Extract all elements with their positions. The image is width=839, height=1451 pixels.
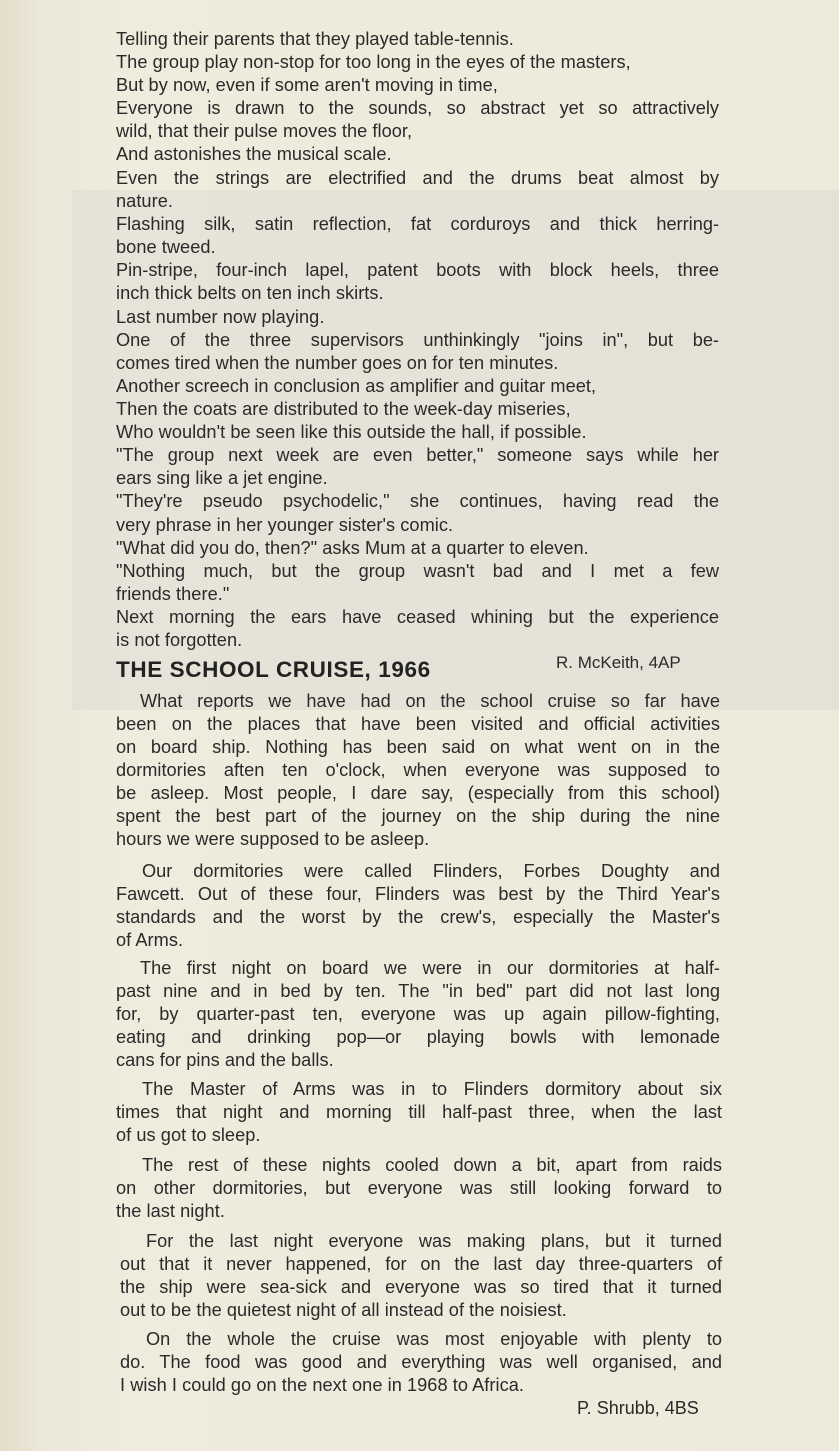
article-line: Our dormitories were called Flinders, Forbes Doughty and xyxy=(142,861,720,881)
article-line: of us got to sleep. xyxy=(116,1125,261,1145)
article-line: on board ship. Nothing has been said on what went on in the xyxy=(116,737,720,757)
poem-line: bone tweed. xyxy=(116,237,216,257)
article-line: For the last night everyone was making plans, but it turned xyxy=(146,1231,722,1251)
poem-line: "They're pseudo psychodelic," she continues, having read the xyxy=(116,491,719,511)
poem-line: Another screech in conclusion as amplifier and guitar meet, xyxy=(116,376,597,396)
poem-line: Then the coats are distributed to the week-day miseries, xyxy=(116,399,571,419)
article-line: times that night and morning till half-past three, when the last xyxy=(116,1102,722,1122)
poem-line: But by now, even if some aren't moving in time, xyxy=(116,75,498,95)
article-line: out to be the quietest night of all instead of the noisiest. xyxy=(120,1300,567,1320)
article-line: be asleep. Most people, I dare say, (especially from this school) xyxy=(116,783,720,803)
poem-line: Everyone is drawn to the sounds, so abstract yet so attractively xyxy=(116,98,719,118)
poem-line: Who wouldn't be seen like this outside the hall, if possible. xyxy=(116,422,587,442)
poem-line: Even the strings are electrified and the drums beat almost by xyxy=(116,168,719,188)
poem-line: Telling their parents that they played table-tennis. xyxy=(116,29,514,49)
article-line: The rest of these nights cooled down a bit, apart from raids xyxy=(142,1155,722,1175)
poem-line: ears sing like a jet engine. xyxy=(116,468,328,488)
article-line: I wish I could go on the next one in 1968 to Africa. xyxy=(120,1375,524,1395)
article-line: do. The food was good and everything was well organised, and xyxy=(120,1352,722,1372)
article-line: been on the places that have been visited and official activities xyxy=(116,714,720,734)
article-line: What reports we have had on the school cruise so far have xyxy=(140,691,720,711)
article-line: On the whole the cruise was most enjoyable with plenty to xyxy=(146,1329,722,1349)
poem-line: comes tired when the number goes on for ten minutes. xyxy=(116,353,559,373)
poem-line: Flashing silk, satin reflection, fat corduroys and thick herring- xyxy=(116,214,719,234)
poem-line: Pin-stripe, four-inch lapel, patent boots with block heels, three xyxy=(116,260,719,280)
poem-line: Last number now playing. xyxy=(116,307,325,327)
article-line: cans for pins and the balls. xyxy=(116,1050,334,1070)
article-title: THE SCHOOL CRUISE, 1966 xyxy=(116,657,431,682)
article-line: The Master of Arms was in to Flinders dormitory about six xyxy=(142,1079,722,1099)
article-line: past nine and in bed by ten. The "in bed" part did not last long xyxy=(116,981,720,1001)
poem-line: And astonishes the musical scale. xyxy=(116,144,392,164)
poem-line: nature. xyxy=(116,191,173,211)
article-line: out that it never happened, for on the last day three-quarters of xyxy=(120,1254,722,1274)
poem-line: inch thick belts on ten inch skirts. xyxy=(116,283,384,303)
poem-line: friends there." xyxy=(116,584,230,604)
article-line: on other dormitories, but everyone was still looking forward to xyxy=(116,1178,722,1198)
poem-line: "The group next week are even better," someone says while her xyxy=(116,445,719,465)
poem-line: very phrase in her younger sister's comic. xyxy=(116,515,454,535)
poem-line: Next morning the ears have ceased whining but the experience xyxy=(116,607,719,627)
poem-line: The group play non-stop for too long in the eyes of the masters, xyxy=(116,52,631,72)
poem-line: is not forgotten. xyxy=(116,630,243,650)
poem-line: "Nothing much, but the group wasn't bad and I met a few xyxy=(116,561,719,581)
poem-line: wild, that their pulse moves the floor, xyxy=(116,121,413,141)
article-author: P. Shrubb, 4BS xyxy=(577,1398,699,1418)
article-line: the last night. xyxy=(116,1201,225,1221)
article-line: eating and drinking pop—or playing bowls with lemonade xyxy=(116,1027,720,1047)
article-line: for, by quarter-past ten, everyone was up again pillow-fighting, xyxy=(116,1004,720,1024)
article-line: spent the best part of the journey on the ship during the nine xyxy=(116,806,720,826)
article-line: Fawcett. Out of these four, Flinders was best by the Third Year's xyxy=(116,884,720,904)
article-line: hours we were supposed to be asleep. xyxy=(116,829,430,849)
article-line: standards and the worst by the crew's, especially the Master's xyxy=(116,907,720,927)
poem-line: One of the three supervisors unthinkingly "joins in", but be- xyxy=(116,330,719,350)
article-line: of Arms. xyxy=(116,930,184,950)
article-line: the ship were sea-sick and everyone was so tired that it turned xyxy=(120,1277,722,1297)
poem-line: "What did you do, then?" asks Mum at a quarter to eleven. xyxy=(116,538,589,558)
poem-author: R. McKeith, 4AP xyxy=(556,653,681,672)
article-line: dormitories aften ten o'clock, when everyone was supposed to xyxy=(116,760,720,780)
article-line: The first night on board we were in our dormitories at half- xyxy=(140,958,720,978)
